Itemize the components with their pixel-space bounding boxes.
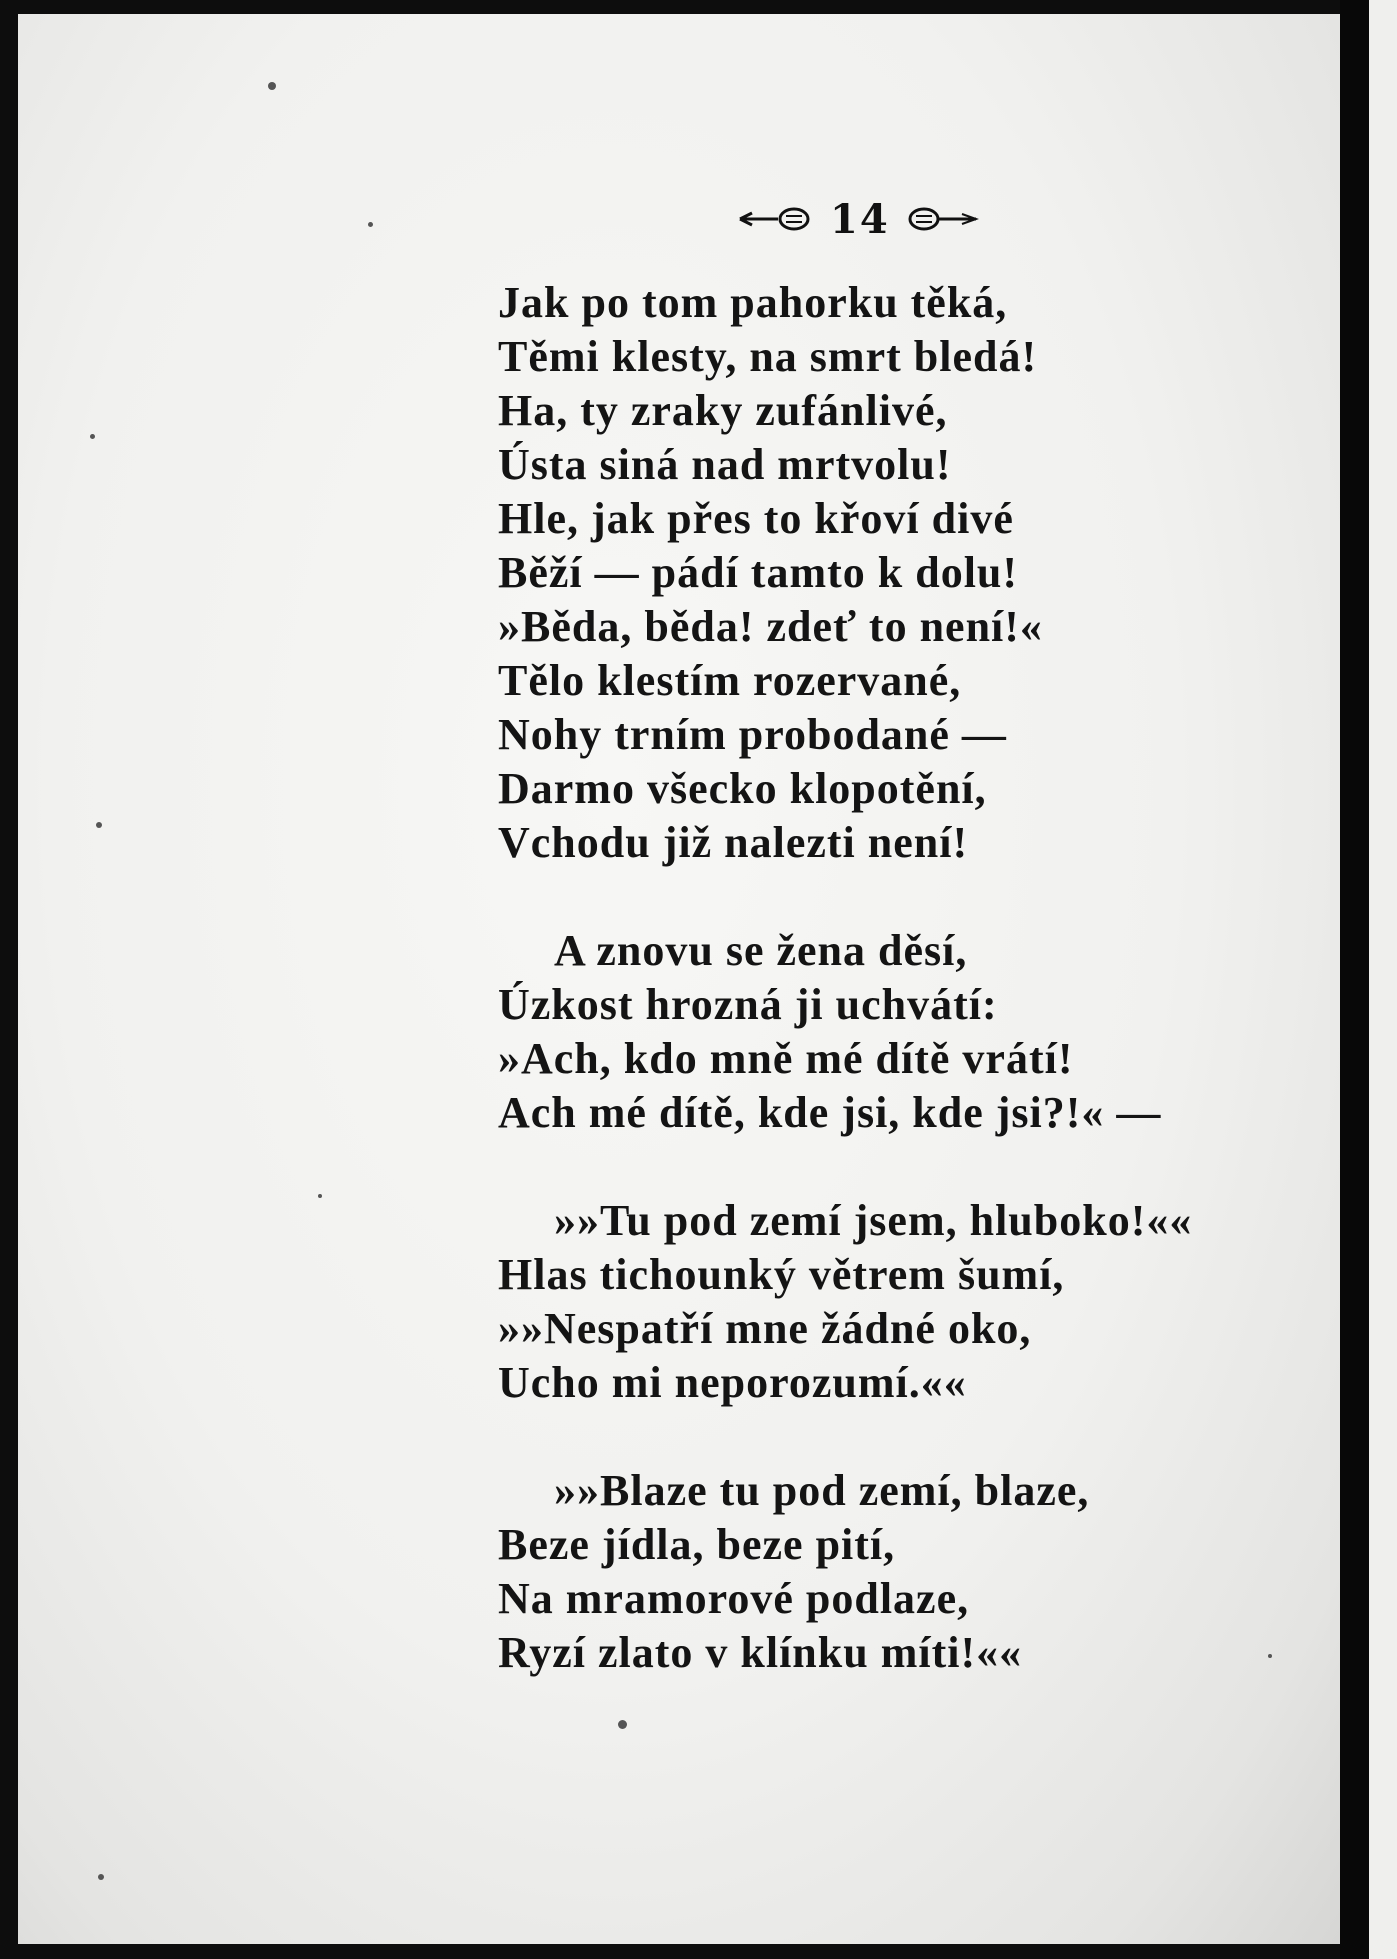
poem-stanza xyxy=(498,1194,1258,1410)
scan-speck xyxy=(96,822,102,828)
poem-text xyxy=(498,276,1258,1680)
poem-line: »Ach, kdo mně mé dítě vrátí! xyxy=(498,1034,1074,1083)
poem-line: A znovu se žena děsí, xyxy=(554,926,968,975)
poem-line: Darmo všecko klopotění, xyxy=(498,764,987,813)
left-ornament-icon xyxy=(738,204,818,234)
scan-speck xyxy=(618,1720,627,1729)
poem-line: Ha, ty zraky zufánlivé, xyxy=(498,386,948,435)
poem-line: Ryzí zlato v klínku míti!«« xyxy=(498,1628,1023,1677)
book-page xyxy=(18,14,1340,1944)
page-header xyxy=(738,194,982,244)
next-page-edge xyxy=(1369,0,1397,1959)
scan-speck xyxy=(1268,1654,1272,1658)
poem-line: »»Nespatří mne žádné oko, xyxy=(498,1304,1032,1353)
right-ornament-icon xyxy=(902,204,982,234)
poem-line: Vchodu již nalezti není! xyxy=(498,818,969,867)
poem-line: Hlas tichounký větrem šumí, xyxy=(498,1250,1065,1299)
poem-line: Nohy trním probodané — xyxy=(498,710,1007,759)
page-number: 14 xyxy=(830,195,890,243)
scan-speck xyxy=(90,434,95,439)
scan-speck xyxy=(98,1874,104,1880)
poem-line: Ach mé dítě, kde jsi, kde jsi?!« — xyxy=(498,1088,1162,1137)
poem-line: Beze jídla, beze pití, xyxy=(498,1520,896,1569)
poem-line: Na mramorové podlaze, xyxy=(498,1574,970,1623)
poem-stanza xyxy=(498,1464,1258,1680)
poem-line: Těmi klesty, na smrt bledá! xyxy=(498,332,1038,381)
poem-line: Ucho mi neporozumí.«« xyxy=(498,1358,967,1407)
poem-line: »»Tu pod zemí jsem, hluboko!«« xyxy=(554,1196,1193,1245)
page-edge-shadow xyxy=(1340,0,1369,1959)
scan-speck xyxy=(318,1194,322,1198)
scan-speck xyxy=(368,222,373,227)
scan-speck xyxy=(268,82,276,90)
poem-stanza xyxy=(498,924,1258,1140)
poem-line: Ústa siná nad mrtvolu! xyxy=(498,440,952,489)
poem-line: »Běda, běda! zdeť to není!« xyxy=(498,602,1043,651)
poem-stanza xyxy=(498,276,1258,870)
poem-line: Jak po tom pahorku těká, xyxy=(498,278,1008,327)
poem-line: »»Blaze tu pod zemí, blaze, xyxy=(554,1466,1090,1515)
poem-line: Tělo klestím rozervané, xyxy=(498,656,962,705)
poem-line: Hle, jak přes to křoví divé xyxy=(498,494,1014,543)
poem-line: Běží — pádí tamto k dolu! xyxy=(498,548,1019,597)
poem-line: Úzkost hrozná ji uchvátí: xyxy=(498,980,998,1029)
